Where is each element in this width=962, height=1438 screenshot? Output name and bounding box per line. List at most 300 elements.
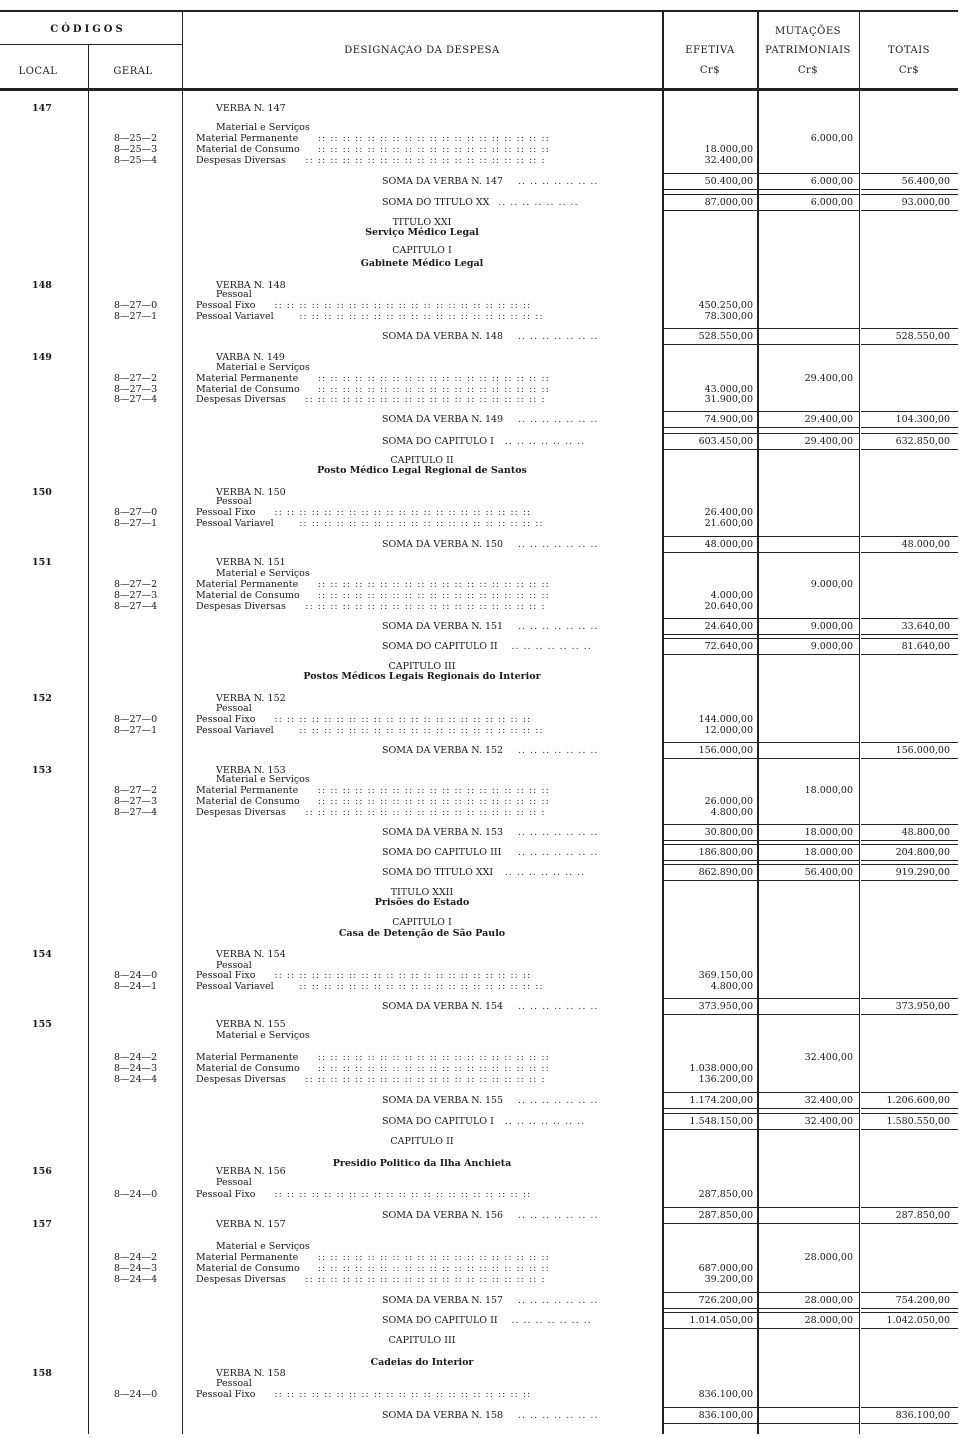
sum-rule bbox=[759, 860, 859, 861]
local-code: 156 bbox=[32, 1166, 52, 1177]
soma-label: SOMA DA VERBA N. 156 bbox=[382, 1210, 504, 1221]
soma-label: SOMA DA VERBA N. 157 bbox=[382, 1295, 504, 1306]
leader-dots: :: :: :: :: :: :: :: :: :: :: :: :: :: :: :: :: :: :: :: :: :: bbox=[274, 1189, 532, 1200]
sum-rule bbox=[759, 638, 859, 639]
sum-rule bbox=[861, 824, 958, 825]
leader-dots: :: :: :: :: :: :: :: :: :: :: :: :: :: :: :: :: :: :: :: bbox=[317, 384, 550, 395]
sum-rule bbox=[759, 1129, 859, 1130]
sum-rule bbox=[861, 1308, 958, 1309]
item-label: Pessoal Variavel bbox=[196, 725, 274, 736]
geral-code: 8—27—0 bbox=[114, 714, 158, 725]
sum-rule bbox=[759, 427, 859, 428]
local-code: 154 bbox=[32, 949, 52, 960]
group-label: Pessoal bbox=[216, 289, 252, 300]
local-code: 157 bbox=[32, 1219, 52, 1230]
mutacoes-value: 18.000,00 bbox=[804, 827, 853, 838]
totais-value: 93.000,00 bbox=[901, 197, 950, 208]
item-label: Pessoal Fixo bbox=[196, 300, 256, 311]
sum-rule bbox=[664, 824, 757, 825]
soma-label: SOMA DA VERBA N. 154 bbox=[382, 1001, 504, 1012]
sum-rule bbox=[759, 1092, 859, 1093]
section-heading: Presidio Politico da Ilha Anchieta bbox=[332, 1158, 512, 1169]
totais-value: 373.950,00 bbox=[895, 1001, 950, 1012]
sum-rule bbox=[861, 1423, 958, 1424]
local-code: 150 bbox=[32, 487, 52, 498]
sum-rule bbox=[664, 1407, 757, 1408]
leader-dots: .. .. .. .. .. .. .. bbox=[518, 847, 599, 858]
item-label: Material de Consumo bbox=[196, 384, 300, 395]
local-code: 147 bbox=[32, 103, 52, 114]
sum-rule bbox=[664, 742, 757, 743]
item-label: Despesas Diversas bbox=[196, 1074, 286, 1085]
verba-heading: VERBA N. 156 bbox=[216, 1166, 286, 1177]
sum-rule bbox=[861, 1108, 958, 1109]
item-label: Despesas Diversas bbox=[196, 807, 286, 818]
sum-rule bbox=[759, 742, 859, 743]
sum-rule bbox=[664, 844, 757, 845]
verba-heading: VERBA N. 150 bbox=[216, 487, 286, 498]
item-label: Pessoal Fixo bbox=[196, 507, 256, 518]
geral-code: 8—25—3 bbox=[114, 144, 158, 155]
mutacoes-value: 28.000,00 bbox=[804, 1295, 853, 1306]
leader-dots: .. .. .. .. .. .. .. bbox=[511, 641, 592, 652]
totais-value: 1.580.550,00 bbox=[886, 1116, 950, 1127]
sum-rule bbox=[759, 552, 859, 553]
soma-label: SOMA DA VERBA N. 153 bbox=[382, 827, 504, 838]
geral-code: 8—24—0 bbox=[114, 1389, 158, 1400]
efetiva-value: 1.014.050,00 bbox=[689, 1315, 753, 1326]
verba-heading: VERBA N. 154 bbox=[216, 949, 286, 960]
sum-rule bbox=[664, 427, 757, 428]
mutacoes-value: 6.000,00 bbox=[810, 197, 853, 208]
leader-dots: .. .. .. .. .. .. .. bbox=[504, 436, 586, 447]
item-label: Despesas Diversas bbox=[196, 1274, 286, 1285]
mutacoes-value: 29.400,00 bbox=[804, 373, 853, 384]
mutacoes-value: 28.000,00 bbox=[804, 1252, 853, 1263]
mutacoes-value: 32.400,00 bbox=[804, 1052, 853, 1063]
header-totais: TOTAIS bbox=[887, 45, 931, 56]
section-heading: Casa de Detenção de São Paulo bbox=[338, 928, 506, 939]
leader-dots: .. .. .. .. .. .. .. bbox=[518, 1095, 599, 1106]
soma-label: SOMA DA VERBA N. 152 bbox=[382, 745, 504, 756]
efetiva-value: 21.600,00 bbox=[704, 518, 753, 529]
leader-dots: :: :: :: :: :: :: :: :: :: :: :: :: :: :: :: :: :: :: :: bbox=[317, 133, 550, 144]
mutacoes-value: 9.000,00 bbox=[810, 641, 853, 652]
efetiva-value: 26.000,00 bbox=[704, 796, 753, 807]
mutacoes-value: 9.000,00 bbox=[810, 579, 853, 590]
totais-value: 33.640,00 bbox=[901, 621, 950, 632]
sum-rule bbox=[861, 654, 958, 655]
leader-dots: :: :: :: :: :: :: :: :: :: :: :: :: :: :: :: :: :: :: :: : bbox=[305, 394, 546, 405]
sum-rule bbox=[664, 1014, 757, 1015]
soma-label: SOMA DO CAPITULO I bbox=[382, 436, 494, 447]
sum-rule bbox=[664, 840, 757, 841]
geral-code: 8—24—3 bbox=[114, 1063, 158, 1074]
efetiva-value: 136.200,00 bbox=[698, 1074, 753, 1085]
geral-code: 8—24—1 bbox=[114, 981, 158, 992]
sum-rule bbox=[759, 1207, 859, 1208]
efetiva-value: 50.400,00 bbox=[704, 176, 753, 187]
sum-rule bbox=[861, 427, 958, 428]
efetiva-value: 72.640,00 bbox=[704, 641, 753, 652]
geral-code: 8—25—2 bbox=[114, 133, 158, 144]
soma-label: SOMA DA VERBA N. 158 bbox=[382, 1410, 504, 1421]
sum-rule bbox=[664, 433, 757, 434]
header-codigos: CÓDIGOS bbox=[50, 24, 126, 35]
efetiva-value: 1.174.200,00 bbox=[689, 1095, 753, 1106]
totais-value: 919.290,00 bbox=[895, 867, 950, 878]
soma-label: SOMA DO CAPITULO II bbox=[382, 641, 498, 652]
leader-dots: :: :: :: :: :: :: :: :: :: :: :: :: :: :: :: :: :: :: :: :: bbox=[299, 725, 544, 736]
sum-rule bbox=[759, 824, 859, 825]
sum-rule bbox=[664, 1308, 757, 1309]
sum-rule bbox=[664, 1113, 757, 1114]
item-label: Despesas Diversas bbox=[196, 601, 286, 612]
leader-dots: .. .. .. .. .. .. .. bbox=[518, 827, 599, 838]
soma-label: SOMA DA VERBA N. 149 bbox=[382, 414, 504, 425]
sum-rule bbox=[664, 189, 757, 190]
local-code: 152 bbox=[32, 693, 52, 704]
item-label: Material Permanente bbox=[196, 785, 299, 796]
section-heading: CAPITULO III bbox=[388, 1335, 456, 1346]
leader-dots: :: :: :: :: :: :: :: :: :: :: :: :: :: :: :: :: :: :: :: :: :: bbox=[274, 507, 532, 518]
sum-rule bbox=[664, 1207, 757, 1208]
leader-dots: :: :: :: :: :: :: :: :: :: :: :: :: :: :: :: :: :: :: :: : bbox=[305, 1074, 546, 1085]
section-heading: CAPITULO I bbox=[392, 245, 452, 256]
sum-rule bbox=[861, 449, 958, 450]
item-label: Material de Consumo bbox=[196, 1263, 300, 1274]
efetiva-value: 4.800,00 bbox=[710, 981, 753, 992]
geral-code: 8—24—2 bbox=[114, 1052, 158, 1063]
section-heading: Postos Médicos Legais Regionais do Interior bbox=[303, 671, 541, 682]
sum-rule bbox=[664, 1223, 757, 1224]
soma-label: SOMA DO TITULO XXI bbox=[382, 867, 494, 878]
geral-code: 8—24—2 bbox=[114, 1252, 158, 1263]
soma-label: SOMA DA VERBA N. 150 bbox=[382, 539, 504, 550]
efetiva-value: 287.850,00 bbox=[698, 1210, 753, 1221]
header-designacao: DESIGNAÇAO DA DESPESA bbox=[344, 45, 500, 56]
sum-rule bbox=[664, 194, 757, 195]
col-rule-desc bbox=[662, 12, 664, 1434]
sum-rule bbox=[861, 1292, 958, 1293]
item-label: Material de Consumo bbox=[196, 590, 300, 601]
leader-dots: .. .. .. .. .. .. .. bbox=[498, 197, 579, 208]
item-label: Material de Consumo bbox=[196, 1063, 300, 1074]
mutacoes-value: 6.000,00 bbox=[810, 133, 853, 144]
leader-dots: :: :: :: :: :: :: :: :: :: :: :: :: :: :: :: :: :: :: :: : bbox=[305, 807, 546, 818]
efetiva-value: 20.640,00 bbox=[704, 601, 753, 612]
verba-heading: VERBA N. 147 bbox=[216, 103, 286, 114]
col-rule-local bbox=[88, 44, 89, 1434]
sum-rule bbox=[861, 840, 958, 841]
sum-rule bbox=[759, 433, 859, 434]
geral-code: 8—27—4 bbox=[114, 601, 158, 612]
efetiva-value: 26.400,00 bbox=[704, 507, 753, 518]
item-label: Material Permanente bbox=[196, 1052, 299, 1063]
item-label: Material de Consumo bbox=[196, 144, 300, 155]
sum-rule bbox=[861, 634, 958, 635]
section-heading: CAPITULO I bbox=[392, 917, 452, 928]
group-label: Material e Serviços bbox=[216, 1241, 310, 1252]
efetiva-value: 31.900,00 bbox=[704, 394, 753, 405]
verba-heading: VERBA N. 158 bbox=[216, 1368, 286, 1379]
header-bottom-rule bbox=[0, 88, 958, 91]
leader-dots: :: :: :: :: :: :: :: :: :: :: :: :: :: :: :: :: :: :: :: bbox=[317, 373, 550, 384]
sum-rule bbox=[664, 654, 757, 655]
geral-code: 8—27—0 bbox=[114, 300, 158, 311]
sum-rule bbox=[861, 998, 958, 999]
sum-rule bbox=[861, 194, 958, 195]
leader-dots: :: :: :: :: :: :: :: :: :: :: :: :: :: :: :: :: :: :: :: : bbox=[305, 1274, 546, 1285]
header-local: LOCAL bbox=[18, 66, 58, 77]
verba-heading: VERBA N. 155 bbox=[216, 1019, 286, 1030]
col-rule-geral bbox=[182, 12, 183, 1434]
efetiva-value: 186.800,00 bbox=[698, 847, 753, 858]
sum-rule bbox=[759, 1308, 859, 1309]
efetiva-value: 74.900,00 bbox=[704, 414, 753, 425]
sum-rule bbox=[664, 552, 757, 553]
sum-rule bbox=[759, 1108, 859, 1109]
geral-code: 8—27—4 bbox=[114, 807, 158, 818]
sum-rule bbox=[759, 998, 859, 999]
sum-rule bbox=[759, 210, 859, 211]
header-mutacoes-currency: Cr$ bbox=[797, 65, 819, 76]
group-label: Pessoal bbox=[216, 960, 252, 971]
sum-rule bbox=[759, 864, 859, 865]
section-heading: CAPITULO III bbox=[388, 661, 456, 672]
geral-code: 8—24—0 bbox=[114, 970, 158, 981]
sum-rule bbox=[861, 1014, 958, 1015]
totais-value: 836.100,00 bbox=[895, 1410, 950, 1421]
geral-code: 8—27—3 bbox=[114, 590, 158, 601]
sum-rule bbox=[759, 1014, 859, 1015]
leader-dots: :: :: :: :: :: :: :: :: :: :: :: :: :: :: :: :: :: :: :: bbox=[317, 785, 550, 796]
leader-dots: :: :: :: :: :: :: :: :: :: :: :: :: :: :: :: :: :: :: :: bbox=[317, 1252, 550, 1263]
sum-rule bbox=[664, 449, 757, 450]
leader-dots: .. .. .. .. .. .. .. bbox=[518, 1001, 599, 1012]
geral-code: 8—27—1 bbox=[114, 518, 158, 529]
efetiva-value: 24.640,00 bbox=[704, 621, 753, 632]
leader-dots: :: :: :: :: :: :: :: :: :: :: :: :: :: :: :: :: :: :: :: : bbox=[305, 601, 546, 612]
col-rule-efetiva bbox=[757, 12, 759, 1434]
totais-value: 156.000,00 bbox=[895, 745, 950, 756]
item-label: Pessoal Variavel bbox=[196, 981, 274, 992]
geral-code: 8—24—4 bbox=[114, 1074, 158, 1085]
sum-rule bbox=[861, 328, 958, 329]
leader-dots: :: :: :: :: :: :: :: :: :: :: :: :: :: :: :: :: :: :: :: bbox=[317, 796, 550, 807]
sum-rule bbox=[759, 618, 859, 619]
soma-label: SOMA DO TITULO XX bbox=[382, 197, 490, 208]
sum-rule bbox=[861, 433, 958, 434]
sum-rule bbox=[861, 880, 958, 881]
geral-code: 8—27—2 bbox=[114, 579, 158, 590]
group-label: Material e Serviços bbox=[216, 1030, 310, 1041]
local-code: 148 bbox=[32, 280, 52, 291]
sum-rule bbox=[861, 742, 958, 743]
local-code: 158 bbox=[32, 1368, 52, 1379]
sum-rule bbox=[861, 1328, 958, 1329]
efetiva-value: 30.800,00 bbox=[704, 827, 753, 838]
leader-dots: .. .. .. .. .. .. .. bbox=[504, 867, 586, 878]
sum-rule bbox=[664, 328, 757, 329]
verba-heading: VERBA N. 157 bbox=[216, 1219, 286, 1230]
sum-rule bbox=[861, 1312, 958, 1313]
leader-dots: .. .. .. .. .. .. .. bbox=[518, 1410, 599, 1421]
section-heading: Prisões do Estado bbox=[374, 897, 470, 908]
mutacoes-value: 9.000,00 bbox=[810, 621, 853, 632]
sum-rule bbox=[861, 860, 958, 861]
efetiva-value: 687.000,00 bbox=[698, 1263, 753, 1274]
col-rule-mutacoes bbox=[859, 12, 860, 1434]
sum-rule bbox=[759, 1312, 859, 1313]
geral-code: 8—27—3 bbox=[114, 796, 158, 807]
sum-rule bbox=[664, 864, 757, 865]
item-label: Material de Consumo bbox=[196, 796, 300, 807]
sum-rule bbox=[861, 758, 958, 759]
group-label: Material e Serviços bbox=[216, 568, 310, 579]
sum-rule bbox=[861, 411, 958, 412]
header-mutacoes: MUTAÇÕES bbox=[774, 26, 842, 37]
sum-rule bbox=[759, 449, 859, 450]
totais-value: 48.000,00 bbox=[901, 539, 950, 550]
sum-rule bbox=[861, 864, 958, 865]
geral-code: 8—27—3 bbox=[114, 384, 158, 395]
efetiva-value: 373.950,00 bbox=[698, 1001, 753, 1012]
sum-rule bbox=[664, 634, 757, 635]
leader-dots: :: :: :: :: :: :: :: :: :: :: :: :: :: :: :: :: :: :: :: :: bbox=[299, 981, 544, 992]
sum-rule bbox=[664, 1423, 757, 1424]
geral-code: 8—24—4 bbox=[114, 1274, 158, 1285]
leader-dots: :: :: :: :: :: :: :: :: :: :: :: :: :: :: :: :: :: :: :: :: :: bbox=[274, 714, 532, 725]
sum-rule bbox=[664, 758, 757, 759]
sum-rule bbox=[759, 173, 859, 174]
totais-value: 287.850,00 bbox=[895, 1210, 950, 1221]
geral-code: 8—24—3 bbox=[114, 1263, 158, 1274]
sum-rule bbox=[664, 1312, 757, 1313]
efetiva-value: 87.000,00 bbox=[704, 197, 753, 208]
sum-rule bbox=[664, 860, 757, 861]
item-label: Material Permanente bbox=[196, 1252, 299, 1263]
verba-heading: VARBA N. 149 bbox=[216, 352, 285, 363]
sum-rule bbox=[664, 638, 757, 639]
mutacoes-value: 18.000,00 bbox=[804, 785, 853, 796]
group-label: Pessoal bbox=[216, 496, 252, 507]
leader-dots: :: :: :: :: :: :: :: :: :: :: :: :: :: :: :: :: :: :: :: bbox=[317, 1063, 550, 1074]
sum-rule bbox=[759, 1292, 859, 1293]
sum-rule bbox=[664, 344, 757, 345]
leader-dots: .. .. .. .. .. .. .. bbox=[518, 176, 599, 187]
sum-rule bbox=[664, 411, 757, 412]
local-code: 155 bbox=[32, 1019, 52, 1030]
sum-rule bbox=[759, 840, 859, 841]
local-code: 149 bbox=[32, 352, 52, 363]
sum-rule bbox=[861, 536, 958, 537]
leader-dots: .. .. .. .. .. .. .. bbox=[511, 1315, 592, 1326]
efetiva-value: 32.400,00 bbox=[704, 155, 753, 166]
item-label: Despesas Diversas bbox=[196, 394, 286, 405]
leader-dots: .. .. .. .. .. .. .. bbox=[518, 745, 599, 756]
sum-rule bbox=[861, 1223, 958, 1224]
leader-dots: :: :: :: :: :: :: :: :: :: :: :: :: :: :: :: :: :: :: :: bbox=[317, 1052, 550, 1063]
efetiva-value: 726.200,00 bbox=[698, 1295, 753, 1306]
geral-code: 8—24—0 bbox=[114, 1189, 158, 1200]
leader-dots: :: :: :: :: :: :: :: :: :: :: :: :: :: :: :: :: :: :: :: :: :: bbox=[274, 970, 532, 981]
mutacoes-value: 6.000,00 bbox=[810, 176, 853, 187]
efetiva-value: 603.450,00 bbox=[698, 436, 753, 447]
soma-label: SOMA DA VERBA N. 147 bbox=[382, 176, 504, 187]
sum-rule bbox=[861, 618, 958, 619]
sum-rule bbox=[759, 634, 859, 635]
sum-rule bbox=[861, 552, 958, 553]
soma-label: SOMA DA VERBA N. 151 bbox=[382, 621, 504, 632]
soma-label: SOMA DA VERBA N. 155 bbox=[382, 1095, 504, 1106]
soma-label: SOMA DO CAPITULO I bbox=[382, 1116, 494, 1127]
sum-rule bbox=[664, 998, 757, 999]
section-heading: CAPITULO II bbox=[390, 455, 454, 466]
efetiva-value: 4.800,00 bbox=[710, 807, 753, 818]
verba-heading: VERBA N. 151 bbox=[216, 557, 286, 568]
section-heading: TITULO XXII bbox=[390, 887, 454, 898]
totais-value: 528.550,00 bbox=[895, 331, 950, 342]
totais-value: 754.200,00 bbox=[895, 1295, 950, 1306]
sum-rule bbox=[664, 173, 757, 174]
item-label: Pessoal Fixo bbox=[196, 714, 256, 725]
efetiva-value: 78.300,00 bbox=[704, 311, 753, 322]
geral-code: 8—27—2 bbox=[114, 785, 158, 796]
efetiva-value: 4.000,00 bbox=[710, 590, 753, 601]
sum-rule bbox=[664, 1129, 757, 1130]
item-label: Material Permanente bbox=[196, 373, 299, 384]
sum-rule bbox=[759, 344, 859, 345]
geral-code: 8—25—4 bbox=[114, 155, 158, 166]
mutacoes-value: 32.400,00 bbox=[804, 1116, 853, 1127]
sum-rule bbox=[759, 536, 859, 537]
sum-rule bbox=[664, 1092, 757, 1093]
efetiva-value: 836.100,00 bbox=[698, 1410, 753, 1421]
sum-rule bbox=[861, 1129, 958, 1130]
totais-value: 1.042.050,00 bbox=[886, 1315, 950, 1326]
totais-value: 81.640,00 bbox=[901, 641, 950, 652]
totais-value: 204.800,00 bbox=[895, 847, 950, 858]
top-rule bbox=[0, 10, 958, 12]
efetiva-value: 1.548.150,00 bbox=[689, 1116, 753, 1127]
sum-rule bbox=[664, 880, 757, 881]
leader-dots: .. .. .. .. .. .. .. bbox=[518, 414, 599, 425]
mutacoes-value: 56.400,00 bbox=[804, 867, 853, 878]
leader-dots: :: :: :: :: :: :: :: :: :: :: :: :: :: :: :: :: :: :: :: :: :: bbox=[274, 1389, 532, 1400]
leader-dots: .. .. .. .. .. .. .. bbox=[518, 1210, 599, 1221]
sum-rule bbox=[759, 844, 859, 845]
mutacoes-value: 29.400,00 bbox=[804, 436, 853, 447]
sum-rule bbox=[664, 1328, 757, 1329]
efetiva-value: 18.000,00 bbox=[704, 144, 753, 155]
leader-dots: :: :: :: :: :: :: :: :: :: :: :: :: :: :: :: :: :: :: :: bbox=[317, 590, 550, 601]
group-label: Pessoal bbox=[216, 1177, 252, 1188]
sum-rule bbox=[861, 344, 958, 345]
totais-value: 632.850,00 bbox=[895, 436, 950, 447]
efetiva-value: 12.000,00 bbox=[704, 725, 753, 736]
totais-value: 1.206.600,00 bbox=[886, 1095, 950, 1106]
efetiva-value: 287.850,00 bbox=[698, 1189, 753, 1200]
leader-dots: :: :: :: :: :: :: :: :: :: :: :: :: :: :: :: :: :: :: :: bbox=[317, 144, 550, 155]
leader-dots: :: :: :: :: :: :: :: :: :: :: :: :: :: :: :: :: :: :: :: :: bbox=[299, 518, 544, 529]
sum-rule bbox=[759, 194, 859, 195]
header-patrimoniais: PATRIMONIAIS bbox=[765, 45, 851, 56]
group-label: Pessoal bbox=[216, 1378, 252, 1389]
section-heading: Posto Médico Legal Regional de Santos bbox=[317, 465, 527, 476]
sum-rule bbox=[759, 1407, 859, 1408]
header-totais-currency: Cr$ bbox=[898, 65, 920, 76]
